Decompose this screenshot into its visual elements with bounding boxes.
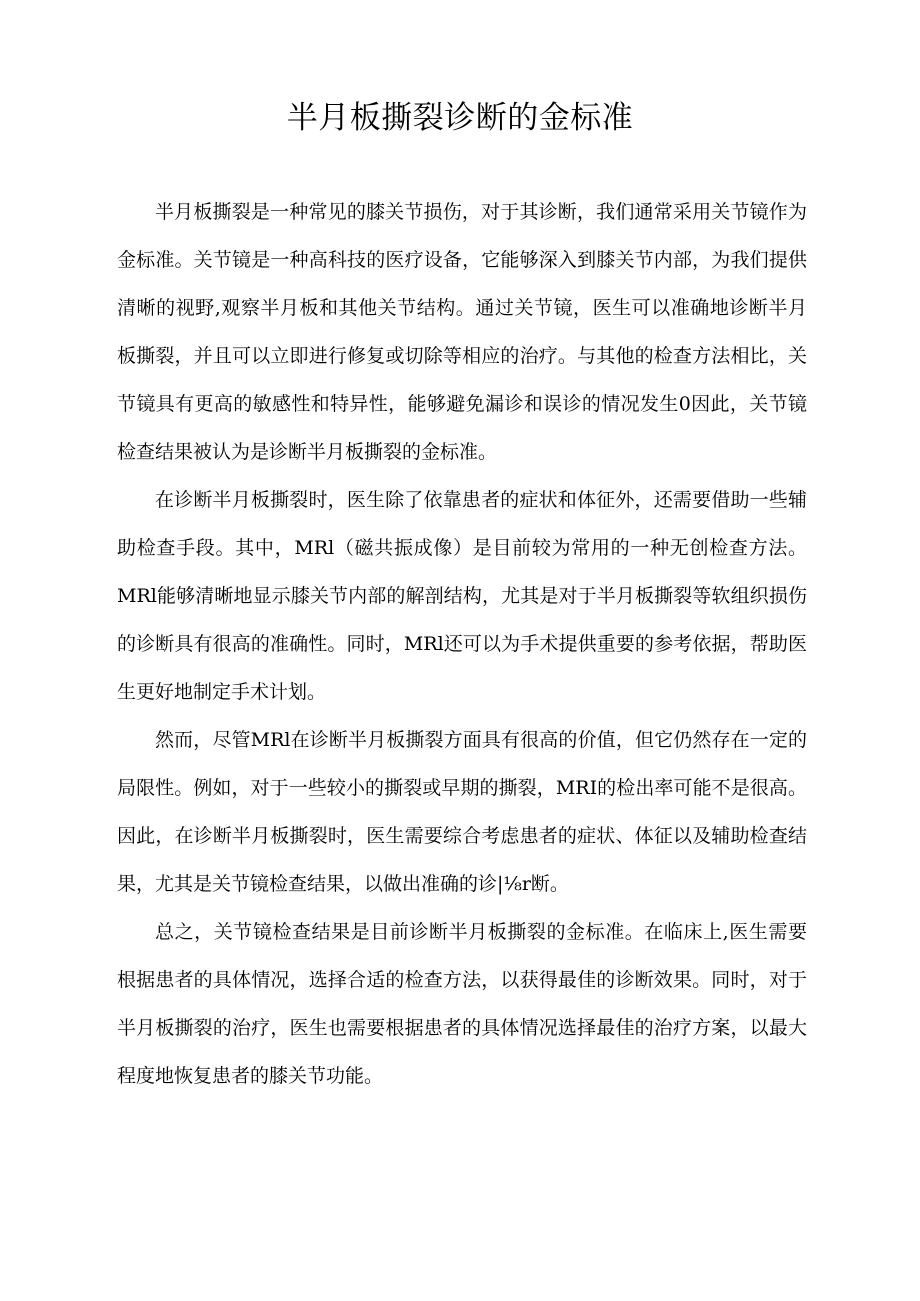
document-body (117, 188, 807, 1100)
document-title: 半月板撕裂诊断的金标准 (286, 100, 634, 136)
paragraph-2: 在诊断半月板撕裂时，医生除了依靠患者的症状和体征外，还需要借助一些辅助检查手段。其中，MRl（磁共振成像）是目前较为常用的一种无创检查方法。MRl能够清晰地显示膝关节内部的解剖结构，尤其是对于半月板撕裂等软组织损伤的诊断具有很高的准确性。同时，MRl还可以为手术提供重要的参考依据，帮助医生更好地制定手术计划。 (117, 489, 807, 703)
paragraph-4: 总之，关节镜检查结果是目前诊断半月板撕裂的金标准。在临床上,医生需要根据患者的具体情况，选择合适的检查方法，以获得最佳的诊断效果。同时，对于半月板撕裂的治疗，医生也需要根据患者的具体情况选择最佳的治疗方案，以最大程度地恢复患者的膝关节功能。 (117, 921, 807, 1087)
paragraph-1: 半月板撕裂是一种常见的膝关节损伤，对于其诊断，我们通常采用关节镜作为金标准。关节镜是一种高科技的医疗设备，它能够深入到膝关节内部，为我们提供清晰的视野,观察半月板和其他关节结构。通过关节镜，医生可以准确地诊断半月板撕裂，并且可以立即进行修复或切除等相应的治疗。与其他的检查方法相比，关节镜具有更高的敏感性和特异性，能够避免漏诊和误诊的情况发生0因此，关节镜检查结果被认为是诊断半月板撕裂的金标准。 (117, 201, 807, 463)
paragraph-3: 然而，尽管MRl在诊断半月板撕裂方面具有很高的价值，但它仍然存在一定的局限性。例如，对于一些较小的撕裂或早期的撕裂，MRI的检出率可能不是很高。因此，在诊断半月板撕裂时，医生需要综合考虑患者的症状、体征以及辅助检查结果，尤其是关节镜检查结果，以做出准确的诊|⅛r断。 (117, 729, 807, 895)
